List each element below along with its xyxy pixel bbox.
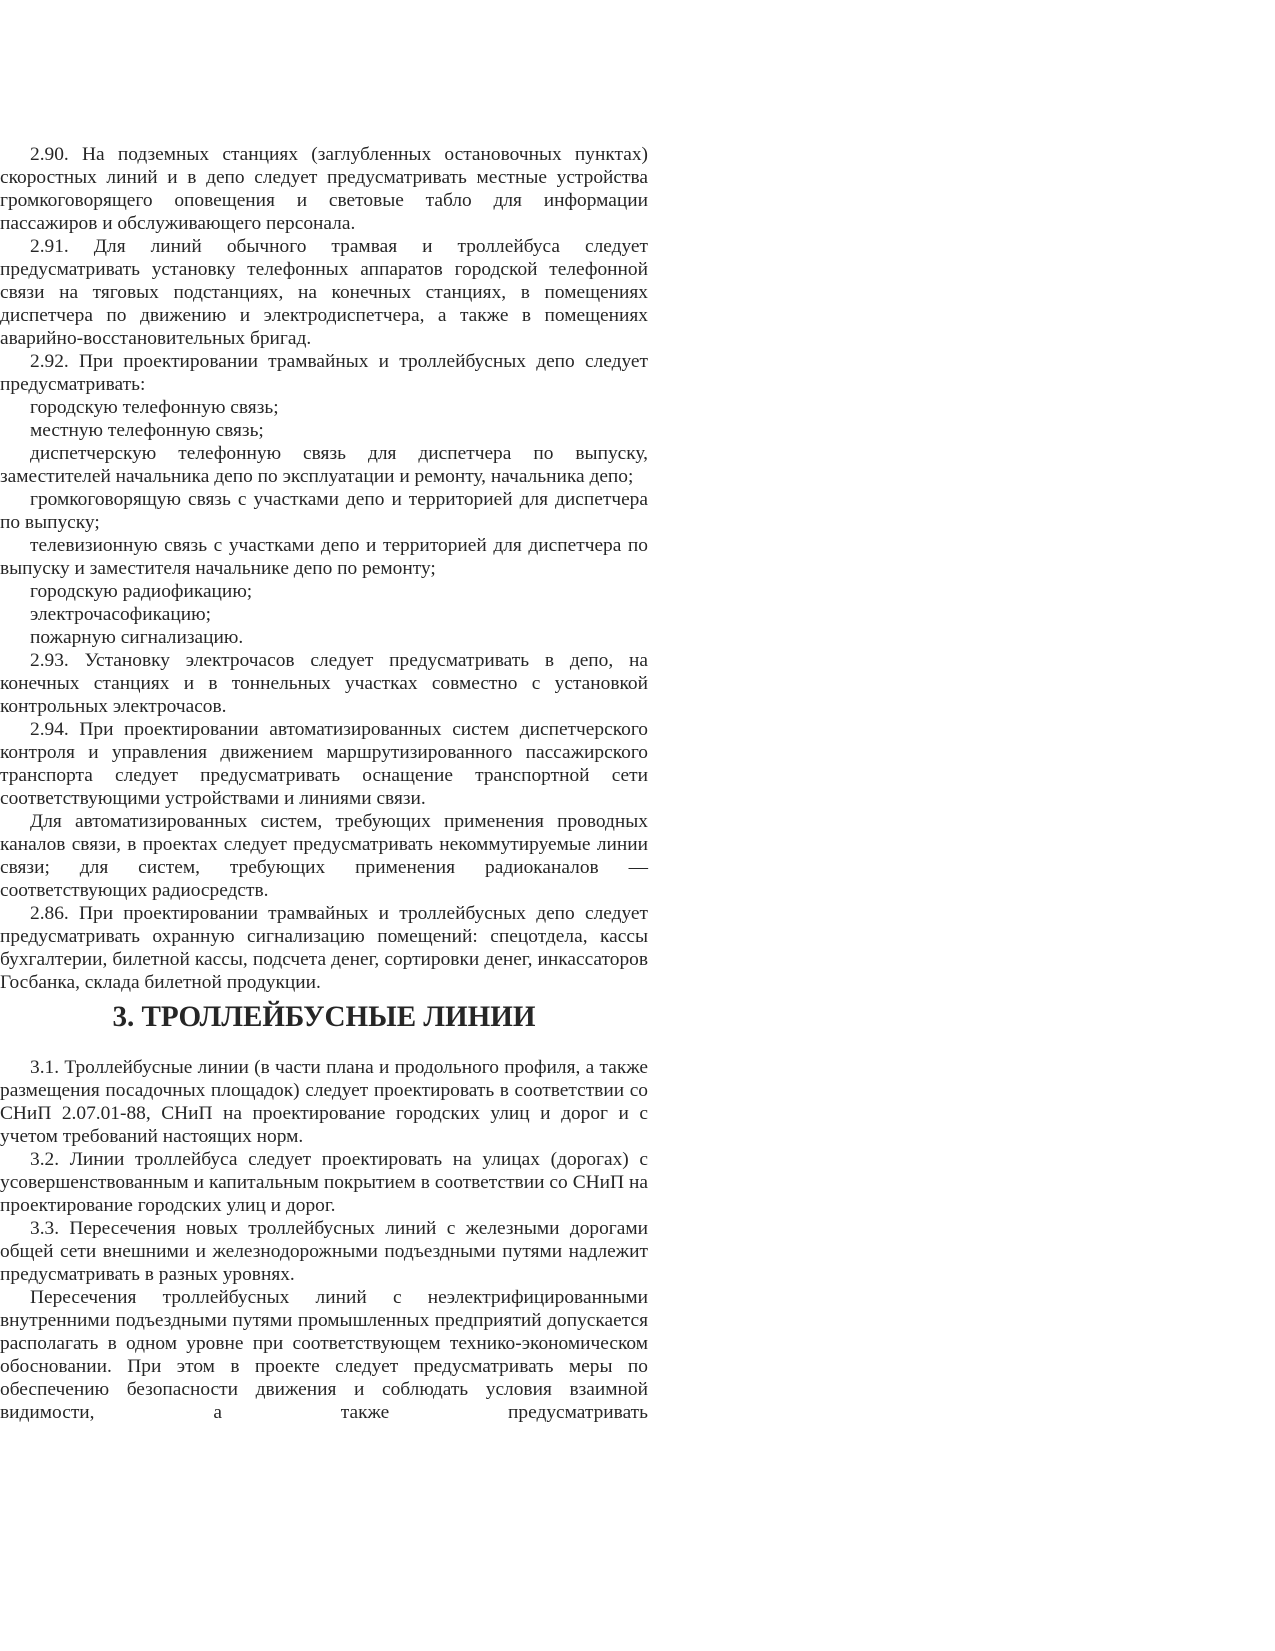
paragraph-crossings: Пересечения троллейбусных линий с неэлектрифицированными внутренними подъездными путями промышленных предприятий допускается располагать в одном уровне при соответствующем технико-экономическом обосновании. При этом в проекте следует предусматривать меры по обеспечению безопасности движения и соблюдать условия взаимной видимости, а также предусматривать [0, 1287, 648, 1423]
document-page [0, 143, 648, 1424]
paragraph-2-92: 2.92. При проектировании трамвайных и троллейбусных депо следует предусматривать: [0, 351, 648, 395]
paragraph-2-90: 2.90. На подземных станциях (заглубленных остановочных пунктах) скоростных линий и в депо следует предусматривать местные устройства громкоговорящего оповещения и световые табло для информации пассажиров и обслуживающего персонала. [0, 144, 648, 234]
list-item-television: телевизионную связь с участками депо и территорией для диспетчера по выпуску и заместителя начальнике депо по ремонту; [0, 535, 648, 579]
list-item-fire-alarm: пожарную сигнализацию. [30, 627, 244, 648]
list-item-local-phone: местную телефонную связь; [30, 420, 264, 441]
paragraph-automated-systems: Для автоматизированных систем, требующих применения проводных каналов связи, в проектах следует предусматривать некоммутируемые линии связи; для систем, требующих применения радиоканалов — соответствующих радиосредств. [0, 811, 648, 901]
list-item-city-phone: городскую телефонную связь; [30, 397, 279, 418]
list-item-loudspeaker: громкоговорящую связь с участками депо и территорией для диспетчера по выпуску; [0, 489, 648, 533]
paragraph-2-86: 2.86. При проектировании трамвайных и троллейбусных депо следует предусматривать охранную сигнализацию помещений: спецотдела, кассы бухгалтерии, билетной кассы, подсчета денег, сортировки денег, инкассаторов Госбанка, склада билетной продукции. [0, 903, 648, 993]
paragraph-2-93: 2.93. Установку электрочасов следует предусматривать в депо, на конечных станциях и в тоннельных участках совместно с установкой контрольных электрочасов. [0, 650, 648, 717]
section-spacer [0, 1041, 648, 1056]
section-title: 3. ТРОЛЛЕЙБУСНЫЕ ЛИНИИ [112, 1001, 536, 1033]
paragraph-2-91: 2.91. Для линий обычного трамвая и троллейбуса следует предусматривать установку телефонных аппаратов городской телефонной связи на тяговых подстанциях, на конечных станциях, в помещениях диспетчера по движению и электродиспетчера, а также в помещениях аварийно-восстановительных бригад. [0, 236, 648, 349]
paragraph-2-94: 2.94. При проектировании автоматизированных систем диспетчерского контроля и управления движением маршрутизированного пассажирского транспорта следует предусматривать оснащение транспортной сети соответствующими устройствами и линиями связи. [0, 719, 648, 809]
list-item-dispatch-phone: диспетчерскую телефонную связь для диспетчера по выпуску, заместителей начальника депо по эксплуатации и ремонту, начальника депо; [0, 443, 648, 487]
paragraph-3-2: 3.2. Линии троллейбуса следует проектировать на улицах (дорогах) с усовершенствованным и капитальным покрытием в соответствии со СНиП на проектирование городских улиц и дорог. [0, 1149, 648, 1216]
paragraph-3-3: 3.3. Пересечения новых троллейбусных линий с железными дорогами общей сети внешними и железнодорожными подъездными путями надлежит предусматривать в разных уровнях. [0, 1218, 648, 1285]
list-item-clocks: электрочасофикацию; [30, 604, 211, 625]
list-item-radio: городскую радиофикацию; [30, 581, 253, 602]
paragraph-3-1: 3.1. Троллейбусные линии (в части плана и продольного профиля, а также размещения посадочных площадок) следует проектировать в соответствии со СНиП 2.07.01-88, СНиП на проектирование городских улиц и дорог и с учетом требований настоящих норм. [0, 1057, 648, 1147]
